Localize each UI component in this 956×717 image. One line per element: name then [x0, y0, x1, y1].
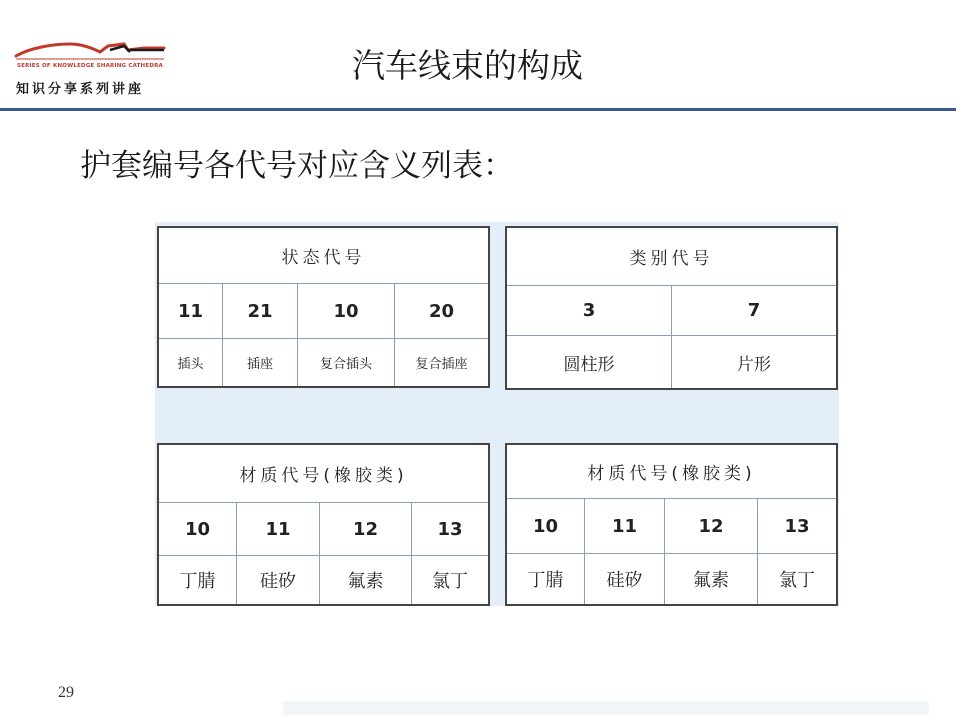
logo-english-text: SERIES OF KNOWLEDGE SHARING CATHEDRA — [17, 63, 163, 69]
table-heading: 材质代号(橡胶类) — [587, 464, 756, 484]
tables-panel — [155, 222, 839, 606]
code-row — [159, 502, 488, 555]
code-row — [507, 498, 836, 553]
meaning-row — [159, 555, 488, 604]
code-cell: 11 — [236, 503, 319, 555]
page-title: 汽车线束的构成 — [352, 46, 583, 85]
table-header-row — [159, 445, 488, 502]
state-code-table — [157, 226, 490, 388]
meaning-cell: 氯丁 — [757, 554, 836, 604]
meaning-row — [507, 335, 836, 388]
meaning-cell: 氯丁 — [411, 556, 488, 604]
code-cell: 12 — [319, 503, 411, 555]
meaning-cell: 氟素 — [319, 556, 411, 604]
meaning-cell: 片形 — [671, 336, 836, 388]
meaning-cell: 丁腈 — [527, 570, 564, 591]
brand-logo — [12, 36, 172, 96]
meaning-cell: 复合插座 — [394, 339, 488, 386]
code-cell: 21 — [222, 284, 297, 338]
code-cell: 10 — [532, 515, 559, 537]
meaning-cell: 硅矽 — [584, 554, 664, 604]
meaning-cell: 插座 — [222, 339, 297, 386]
code-cell: 13 — [411, 503, 488, 555]
page-number: 29 — [58, 684, 74, 701]
code-cell: 10 — [184, 518, 211, 540]
code-cell: 10 — [297, 284, 394, 338]
code-cell: 12 — [664, 499, 757, 553]
material-code-table-right — [505, 443, 838, 606]
table-header-row — [159, 228, 488, 283]
meaning-cell: 圆柱形 — [563, 354, 615, 375]
category-code-table — [505, 226, 838, 390]
car-silhouette-icon — [12, 36, 172, 66]
code-row — [507, 285, 836, 335]
material-code-table-left — [157, 443, 490, 606]
code-cell: 3 — [582, 300, 596, 321]
meaning-cell: 复合插头 — [297, 339, 394, 386]
meaning-cell: 硅矽 — [236, 556, 319, 604]
table-heading: 状态代号 — [281, 248, 366, 268]
meaning-cell: 氟素 — [664, 554, 757, 604]
code-cell: 11 — [584, 499, 664, 553]
header-divider — [0, 108, 956, 111]
table-heading: 材质代号(橡胶类) — [239, 466, 408, 486]
section-subtitle: 护套编号各代号对应含义列表： — [80, 148, 514, 184]
code-row — [159, 283, 488, 338]
logo-chinese-text: 知识分享系列讲座 — [16, 82, 145, 97]
meaning-cell: 丁腈 — [179, 571, 216, 592]
meaning-cell: 插头 — [177, 357, 204, 372]
code-cell: 20 — [394, 284, 488, 338]
table-header-row — [507, 445, 836, 498]
code-cell: 11 — [177, 300, 204, 322]
code-cell: 7 — [671, 286, 836, 335]
table-heading: 类别代号 — [629, 249, 714, 269]
footer-bar — [283, 701, 929, 715]
meaning-row — [159, 338, 488, 386]
code-cell: 13 — [757, 499, 836, 553]
table-header-row — [507, 228, 836, 285]
meaning-row — [507, 553, 836, 604]
